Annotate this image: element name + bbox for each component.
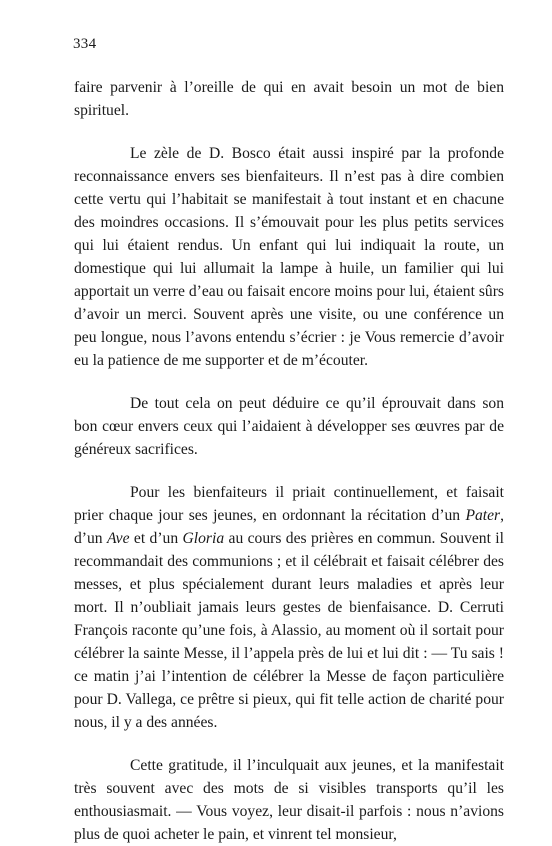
paragraph-text: , d’un (74, 507, 504, 547)
paragraph-4 (74, 481, 504, 734)
paragraph-text: De tout cela on peut déduire ce qu’il éprouvait dans son bon cœur envers ceux qui l’aidaient à développer ses œuvres par de généreux sacrifices. (74, 395, 504, 458)
body-text (74, 76, 504, 846)
paragraph-text: Pour les bienfaiteurs il priait continuellement, et faisait prier chaque jour ses jeunes, en ordonnant la récitation d’un (74, 484, 504, 524)
italic-term-gloria: Gloria (182, 530, 225, 547)
paragraph-5 (74, 754, 504, 846)
paragraph-text: au cours des prières en commun. Souvent il recommandait des communions ; et il célébrait et faisait célébrer des messes, et plus spécialement durant leurs maladies et après leur mort. Il n’oubliait jamais leurs gestes de bienfaisance. D. Cerruti François raconte qu’une fois, à Alassio, au moment où il sortait pour célébrer la sainte Messe, il l’appela près de lui et lui dit : — Tu sais ! ce matin j’ai l’intention de célébrer la Messe de façon particulière pour D. Vallega, ce prêtre si pieux, qui fit telle action de charité pour nous, il y a des années. (74, 530, 504, 731)
page-number: 334 (73, 36, 97, 52)
paragraph-text: et d’un (129, 530, 183, 547)
italic-term-pater: Pater (465, 507, 501, 524)
paragraph-2 (74, 142, 504, 372)
paragraph-3 (74, 392, 504, 461)
paragraph-1 (74, 76, 504, 122)
paragraph-text: faire parvenir à l’oreille de qui en avait besoin un mot de bien spirituel. (74, 79, 504, 119)
paragraph-text: Cette gratitude, il l’inculquait aux jeunes, et la manifestait très souvent avec des mots de si visibles transports qu’il les enthousiasmait. — Vous voyez, leur disait-il parfois : nous n’avions plus de quoi acheter le pain, et vinrent tel monsieur, (74, 757, 504, 843)
paragraph-text: Le zèle de D. Bosco était aussi inspiré par la profonde reconnaissance envers ses bienfaiteurs. Il n’est pas à dire combien cette vertu qui l’habitait se manifestait à tout instant et en chacune des moindres occasions. Il s’émouvait pour les plus petits services qui lui étaient rendus. Un enfant qui lui indiquait la route, un domestique qui lui allumait la lampe à huile, un familier qui lui apportait un verre d’eau ou faisait encore moins pour lui, étaient sûrs d’avoir un merci. Souvent après une visite, ou une conférence un peu longue, nous l’avons entendu s’écrier : je Vous remercie d’avoir eu la patience de me supporter et de m’écouter. (74, 145, 504, 369)
italic-term-ave: Ave (106, 530, 130, 547)
